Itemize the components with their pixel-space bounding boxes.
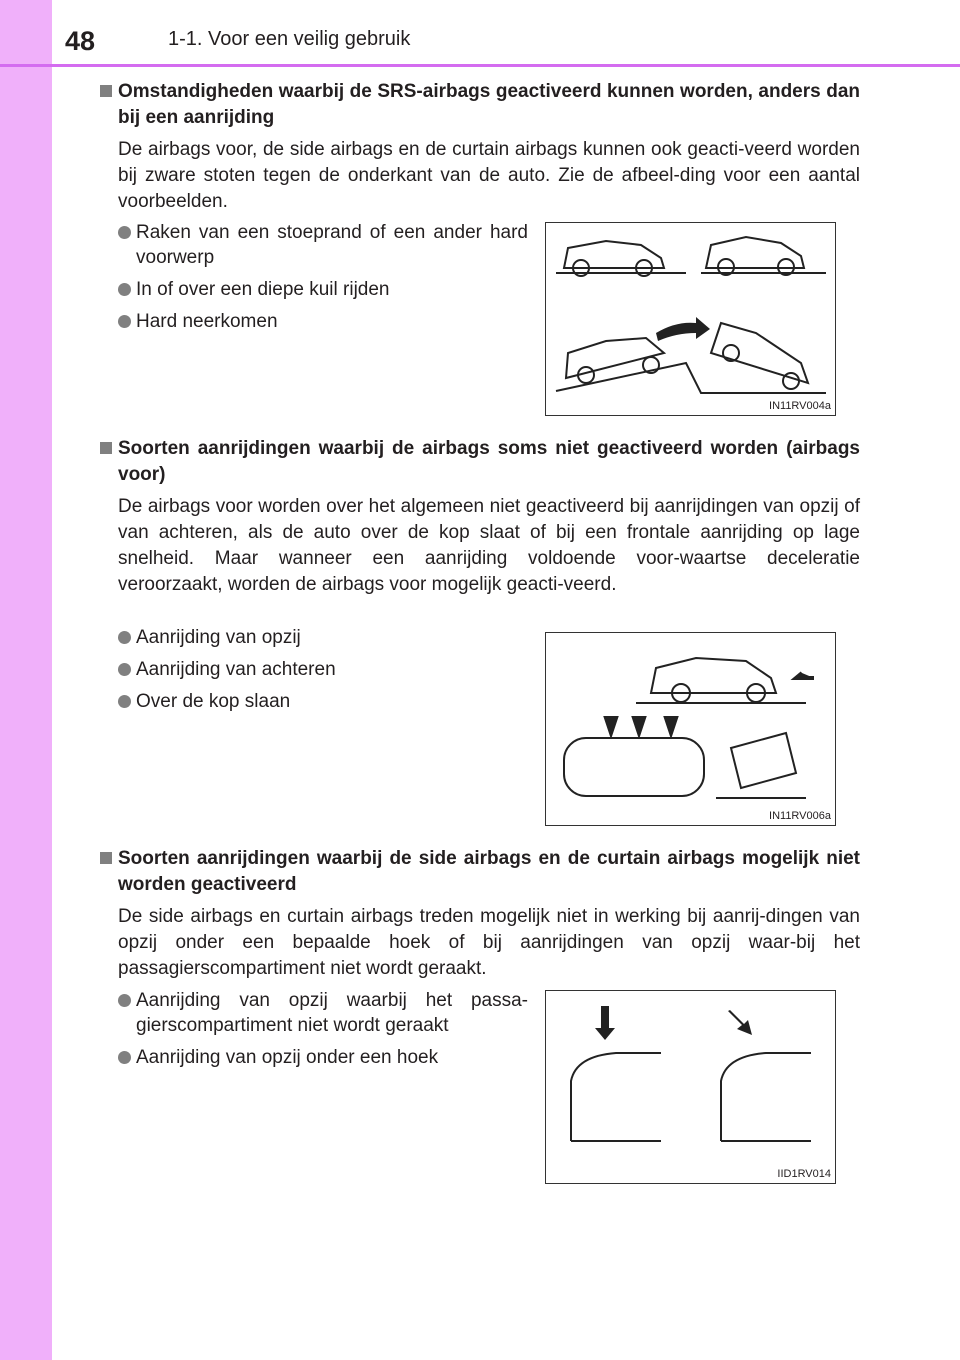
figure-caption: IN11RV006a: [769, 810, 831, 822]
section-body: De airbags voor worden over het algemeen niet geactiveerd bij aanrijdingen van opzij of van achteren, als de auto over de kop slaat of bij een frontale aanrijding op lage snelheid. Maar wanneer een aanrijding voldoende voor-waartse deceleratie veroorzaakt, worden de airbags voor mogelijk geacti-veerd.: [118, 496, 860, 595]
square-bullet-icon: [100, 852, 112, 864]
section-body: De side airbags en curtain airbags treden mogelijk niet in werking bij aanrij-dingen van opzij onder een bepaalde hoek of bij aanrijdingen van opzij waar-bij het passagierscompartiment niet wordt geraakt.: [118, 906, 860, 979]
bullet-icon: [118, 226, 131, 239]
section-heading: Soorten aanrijdingen waarbij de airbags soms niet geactiveerd worden (airbags voor): [118, 438, 860, 485]
list-item: Aanrijding van opzij waarbij het passa-gierscompartiment niet wordt geraakt: [118, 988, 528, 1038]
figure-caption: IN11RV004a: [769, 400, 831, 412]
header-rule: [0, 64, 960, 67]
page-number: 48: [65, 26, 96, 56]
section-body: De airbags voor, de side airbags en de curtain airbags kunnen ook geacti-veerd worden bij zware stoten tegen de onderkant van de auto. Zie de afbeel-ding voor een aantal voorbeelden.: [118, 139, 860, 212]
square-bullet-icon: [100, 85, 112, 97]
chapter-tab-bar: [0, 0, 52, 1360]
car-collision-illustration: [546, 633, 835, 825]
bullet-list: [118, 625, 528, 721]
bullet-icon: [118, 315, 131, 328]
figure-underbody-impact: [545, 222, 836, 416]
list-item: Hard neerkomen: [118, 309, 528, 334]
list-item: Over de kop slaan: [118, 689, 528, 714]
bullet-icon: [118, 663, 131, 676]
section-side-curtain-airbags: [100, 846, 860, 982]
section-front-airbags: [100, 436, 860, 598]
figure-side-impact-angle: [545, 990, 836, 1184]
bullet-icon: [118, 631, 131, 644]
bullet-list: [118, 220, 528, 341]
list-item: Raken van een stoeprand of een ander hard voorwerp: [118, 220, 528, 270]
figure-caption: IID1RV014: [777, 1168, 831, 1180]
bullet-icon: [118, 1051, 131, 1064]
section-heading: Soorten aanrijdingen waarbij de side airbags en de curtain airbags mogelijk niet worden geactiveerd: [118, 848, 860, 895]
list-item: Aanrijding van opzij: [118, 625, 528, 650]
list-item: In of over een diepe kuil rijden: [118, 277, 528, 302]
figure-collision-types: [545, 632, 836, 826]
list-item: Aanrijding van opzij onder een hoek: [118, 1045, 528, 1070]
bullet-list: [118, 988, 528, 1077]
car-impact-illustration: [546, 223, 835, 415]
bullet-icon: [118, 695, 131, 708]
bullet-icon: [118, 994, 131, 1007]
section-title: 1-1. Voor een veilig gebruik: [168, 28, 411, 50]
list-item: Aanrijding van achteren: [118, 657, 528, 682]
bullet-icon: [118, 283, 131, 296]
square-bullet-icon: [100, 442, 112, 454]
section-heading: Omstandigheden waarbij de SRS-airbags geactiveerd kunnen worden, anders dan bij een aanrijding: [118, 81, 860, 128]
car-top-view-illustration: [546, 991, 835, 1183]
section-srs-activation: [100, 79, 860, 215]
